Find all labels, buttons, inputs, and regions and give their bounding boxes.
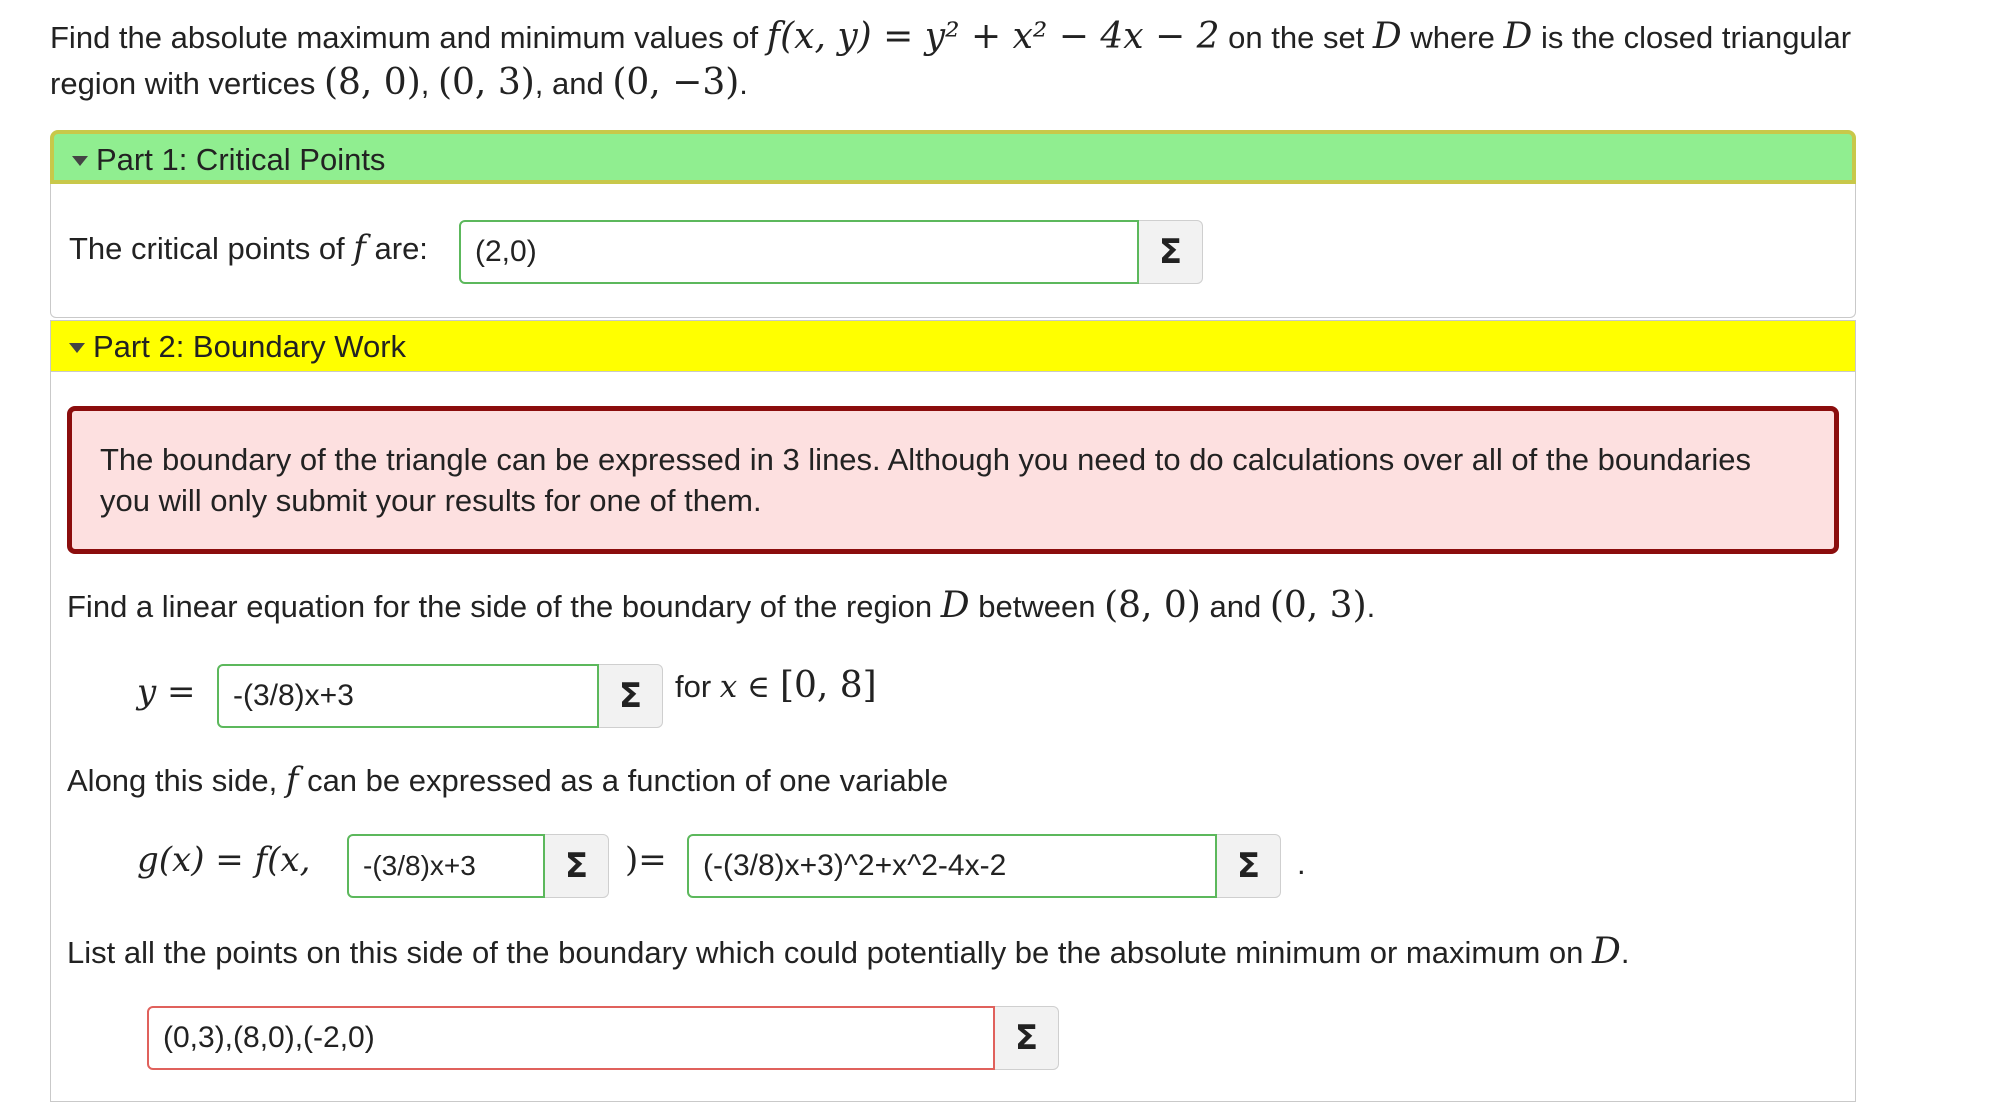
- question-intro: Find the absolute maximum and minimum values of: [50, 20, 767, 55]
- question-text: [50, 14, 1900, 106]
- y-equals-label: y =: [137, 672, 196, 712]
- question-text: and: [1200, 589, 1270, 624]
- f-symbol: f: [353, 228, 366, 268]
- part2-header[interactable]: [50, 320, 1856, 372]
- candidate-points-input[interactable]: (0,3),(8,0),(-2,0): [147, 1006, 995, 1070]
- point: (8, 0): [1104, 585, 1201, 626]
- question-text-4: is the closed triangular region with vertices: [50, 20, 1852, 101]
- boundary-alert: The boundary of the triangle can be expressed in 3 lines. Although you need to do calculations over all of the boundaries you will only submit your results for one of them.: [67, 406, 1839, 554]
- period: .: [1297, 846, 1306, 881]
- g-close-paren: )=: [625, 840, 667, 880]
- part1-body: [50, 184, 1856, 318]
- part2-body: [50, 372, 1856, 1102]
- prompt-text: The critical points of: [69, 231, 354, 266]
- g-of-x-label: g(x) = f(x,: [137, 840, 311, 880]
- point: (0, 3): [1269, 585, 1367, 626]
- question-text: can be expressed as a function of one variable: [298, 763, 949, 798]
- period: .: [1620, 935, 1630, 970]
- equation-editor-sigma-icon[interactable]: Σ: [995, 1006, 1059, 1070]
- set-symbol: D: [1372, 16, 1402, 57]
- collapse-triangle-icon[interactable]: [69, 343, 85, 353]
- question-text-3: where: [1401, 20, 1504, 55]
- question-text: Find a linear equation for the side of the boundary of the region: [67, 589, 941, 624]
- equation-editor-sigma-icon[interactable]: Σ: [545, 834, 609, 898]
- for-text: for: [675, 669, 720, 704]
- vertex: (0, −3): [612, 62, 740, 103]
- function-definition: f(x, y) = y² + x² − 4x − 2: [766, 16, 1220, 57]
- candidate-points-input-group: [147, 1006, 1059, 1070]
- separator: , and: [534, 66, 613, 101]
- interval: [0, 8]: [779, 665, 877, 706]
- element-of-symbol: ∈: [737, 669, 780, 705]
- question-text: List all the points on this side of the boundary which could potentially be the absolute minimum or maximum on: [67, 935, 1592, 970]
- line-equation-input-group: [217, 664, 663, 728]
- critical-points-input-group: [459, 220, 1203, 284]
- x-symbol: x: [719, 669, 738, 705]
- prompt-text-end: are:: [365, 231, 428, 266]
- part2-title: Part 2: Boundary Work: [93, 329, 407, 364]
- candidate-points-question: [67, 932, 1629, 973]
- separator: ,: [420, 66, 438, 101]
- domain-label: [675, 666, 877, 707]
- period: .: [1366, 589, 1376, 624]
- question-text: Along this side,: [67, 763, 286, 798]
- g-argument-input-group: [347, 834, 609, 898]
- question-text: between: [969, 589, 1105, 624]
- vertex: (8, 0): [323, 62, 421, 103]
- set-symbol: D: [940, 585, 970, 626]
- equation-editor-sigma-icon[interactable]: Σ: [1139, 220, 1203, 284]
- g-argument-input[interactable]: -(3/8)x+3: [347, 834, 545, 898]
- equation-editor-sigma-icon[interactable]: Σ: [1217, 834, 1281, 898]
- critical-points-input[interactable]: (2,0): [459, 220, 1139, 284]
- collapse-triangle-icon[interactable]: [72, 156, 88, 166]
- question-text-2: on the set: [1219, 20, 1373, 55]
- set-symbol: D: [1591, 931, 1621, 972]
- period: .: [739, 66, 748, 101]
- f-symbol: f: [285, 760, 299, 800]
- critical-points-prompt: [69, 228, 428, 269]
- part1-header[interactable]: [50, 130, 1856, 184]
- one-variable-text: [67, 760, 948, 801]
- g-expression-input-group: [687, 834, 1281, 898]
- line-equation-question: [67, 586, 1375, 627]
- line-equation-input[interactable]: -(3/8)x+3: [217, 664, 599, 728]
- equation-editor-sigma-icon[interactable]: Σ: [599, 664, 663, 728]
- part1-title: Part 1: Critical Points: [96, 142, 386, 177]
- vertex: (0, 3): [437, 62, 535, 103]
- g-expression-input[interactable]: (-(3/8)x+3)^2+x^2-4x-2: [687, 834, 1217, 898]
- set-symbol: D: [1503, 16, 1533, 57]
